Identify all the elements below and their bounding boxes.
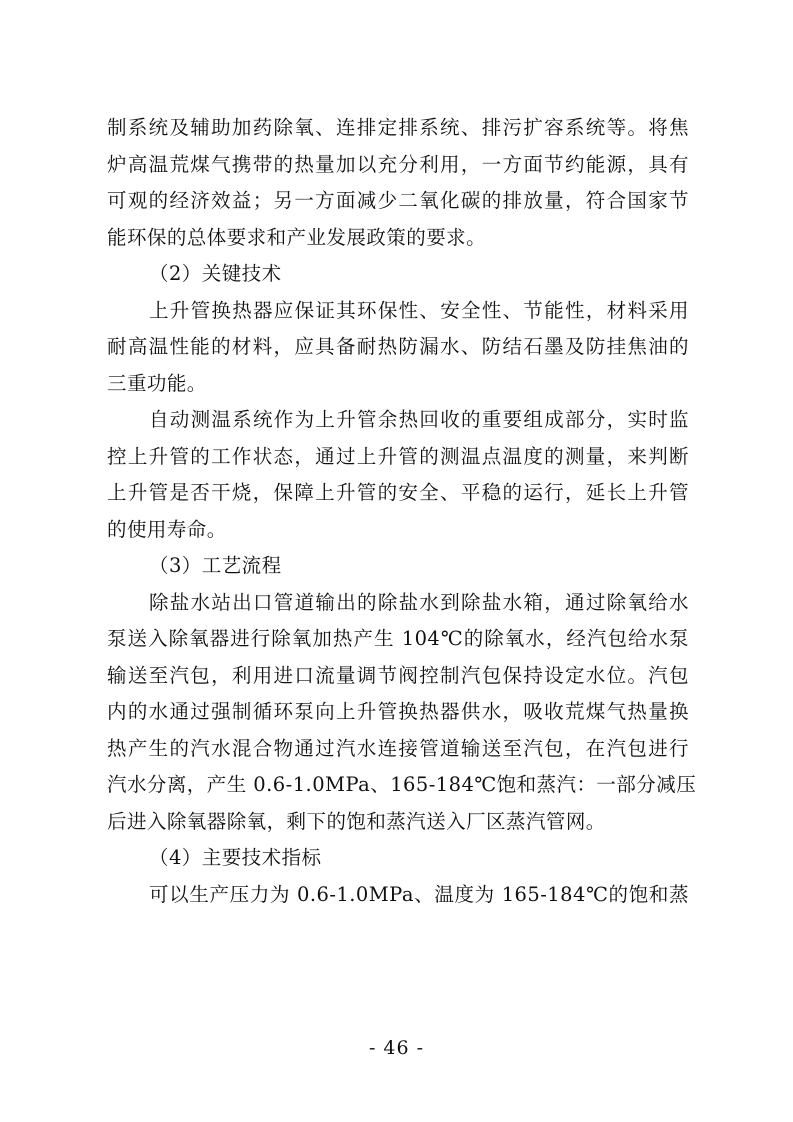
text-line: 后进入除氧器除氧，剩下的饱和蒸汽送入厂区蒸汽管网。 — [107, 809, 606, 833]
text-line: 自动测温系统作为上升管余热回收的重要组成部分，实时监 — [149, 408, 689, 431]
text-line: 的使用寿命。 — [107, 517, 227, 541]
text-line: 内的水通过强制循环泵向上升管换热器供水，吸收荒煤气热量换 — [107, 700, 689, 723]
text-line: 热产生的汽水混合物通过汽水连接管道输送至汽包，在汽包进行 — [107, 736, 689, 760]
text-line: 输送至汽包，利用进口流量调节阀控制汽包保持设定水位。汽包 — [107, 663, 689, 687]
text-line: 除盐水站出口管道输出的除盐水到除盐水箱，通过除氧给水 — [149, 590, 689, 614]
page-number: - 46 - — [368, 1037, 425, 1059]
section-heading-main-indicators: （4）主要技术指标 — [149, 846, 322, 869]
text-line: 炉高温荒煤气携带的热量加以充分利用，一方面节约能源，具有 — [107, 152, 689, 176]
text-line: 汽水分离，产生 0.6-1.0MPa、165-184℃饱和蒸汽：一部分减压 — [107, 773, 697, 796]
text-line: 可以生产压力为 0.6-1.0MPa、温度为 165-184℃的饱和蒸 — [149, 882, 689, 906]
text-line: 能环保的总体要求和产业发展政策的要求。 — [107, 225, 487, 249]
text-line: 泵送入除氧器进行除氧加热产生 104℃的除氧水，经汽包给水泵 — [107, 627, 689, 650]
body-text — [107, 110, 697, 913]
text-line: 控上升管的工作状态，通过上升管的测温点温度的测量，来判断 — [107, 444, 689, 468]
section-heading-key-technology: （2）关键技术 — [149, 262, 282, 285]
text-line: 耐高温性能的材料，应具备耐热防漏水、防结石墨及防挂焦油的 — [107, 335, 689, 358]
text-line: 上升管是否干烧，保障上升管的安全、平稳的运行，延长上升管 — [107, 481, 689, 504]
text-line: 上升管换热器应保证其环保性、安全性、节能性，材料采用 — [149, 298, 689, 322]
section-heading-process-flow: （3）工艺流程 — [149, 554, 282, 577]
text-line: 制系统及辅助加药除氧、连排定排系统、排污扩容系统等。将焦 — [107, 116, 689, 139]
text-line: 可观的经济效益；另一方面减少二氧化碳的排放量，符合国家节 — [107, 189, 689, 212]
text-line: 三重功能。 — [107, 371, 207, 395]
